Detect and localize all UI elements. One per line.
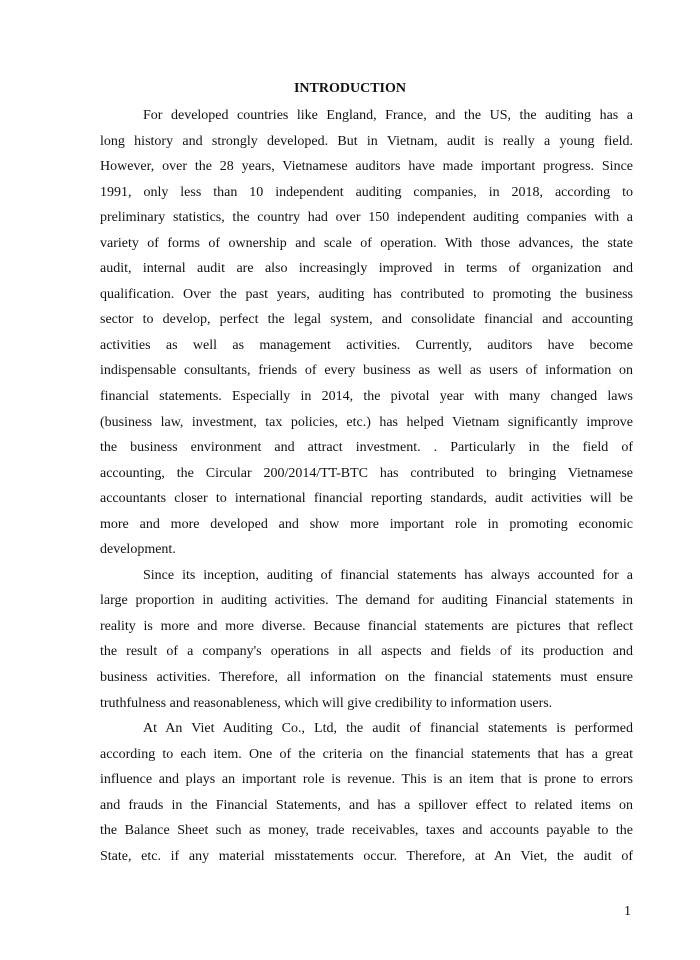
page-number: 1 [624, 904, 631, 919]
text-line: (business law, investment, tax policies, etc.) has helped Vietnam significantly improve [100, 414, 633, 430]
text-line: sector to develop, perfect the legal system, and consolidate financial and accounting [100, 312, 633, 328]
text-line: truthfulness and reasonableness, which will give credibility to information users. [100, 695, 553, 711]
text-line: State, etc. if any material misstatements occur. Therefore, at An Viet, the audit of [100, 848, 633, 864]
text-line: For developed countries like England, France, and the US, the auditing has a [143, 108, 633, 123]
document-body [100, 103, 633, 869]
text-line: reality is more and more diverse. Because financial statements are pictures that reflect [100, 618, 633, 634]
paragraph [100, 103, 633, 563]
text-line: the business environment and attract investment. . Particularly in the field of [100, 440, 633, 456]
paragraph [100, 563, 633, 716]
text-line: accounting, the Circular 200/2014/TT-BTC has contributed to bringing Vietnamese [100, 465, 633, 481]
text-line: large proportion in auditing activities. The demand for auditing Financial statements in [100, 593, 633, 609]
text-line: audit, internal audit are also increasingly improved in terms of organization and [100, 261, 633, 277]
text-line: 1991, only less than 10 independent auditing companies, in 2018, according to [100, 184, 633, 200]
text-line: At An Viet Auditing Co., Ltd, the audit of financial statements is performed [143, 721, 633, 737]
text-line: and frauds in the Financial Statements, and has a spillover effect to related items on [100, 797, 633, 813]
text-line: according to each item. One of the criteria on the financial statements that has a great [100, 746, 633, 762]
text-line: activities as well as management activities. Currently, auditors have become [100, 337, 633, 353]
text-line: Since its inception, auditing of financial statements has always accounted for a [143, 567, 633, 583]
text-line: accountants closer to international financial reporting standards, audit activities will be [100, 491, 633, 507]
text-line: the Balance Sheet such as money, trade receivables, taxes and accounts payable to the [100, 823, 633, 839]
page-title: INTRODUCTION [293, 81, 406, 96]
text-line: business activities. Therefore, all information on the financial statements must ensure [100, 670, 633, 686]
text-line: influence and plays an important role is revenue. This is an item that is prone to errors [100, 772, 633, 788]
text-line: financial statements. Especially in 2014, the pivotal year with many changed laws [100, 389, 633, 405]
text-line: preliminary statistics, the country had over 150 independent auditing companies with a [100, 210, 633, 226]
text-line: long history and strongly developed. But in Vietnam, audit is really a young field. [100, 133, 633, 149]
paragraph [100, 716, 633, 869]
text-line: variety of forms of ownership and scale of operation. With those advances, the state [100, 235, 633, 251]
text-line: qualification. Over the past years, auditing has contributed to promoting the business [100, 286, 633, 302]
text-line: However, over the 28 years, Vietnamese auditors have made important progress. Since [100, 159, 633, 175]
text-line: the result of a company's operations in all aspects and fields of its production and [100, 644, 633, 660]
text-line: development. [100, 542, 176, 558]
text-line: more and more developed and show more important role in promoting economic [100, 516, 633, 532]
text-line: indispensable consultants, friends of every business as well as users of information on [100, 363, 633, 379]
